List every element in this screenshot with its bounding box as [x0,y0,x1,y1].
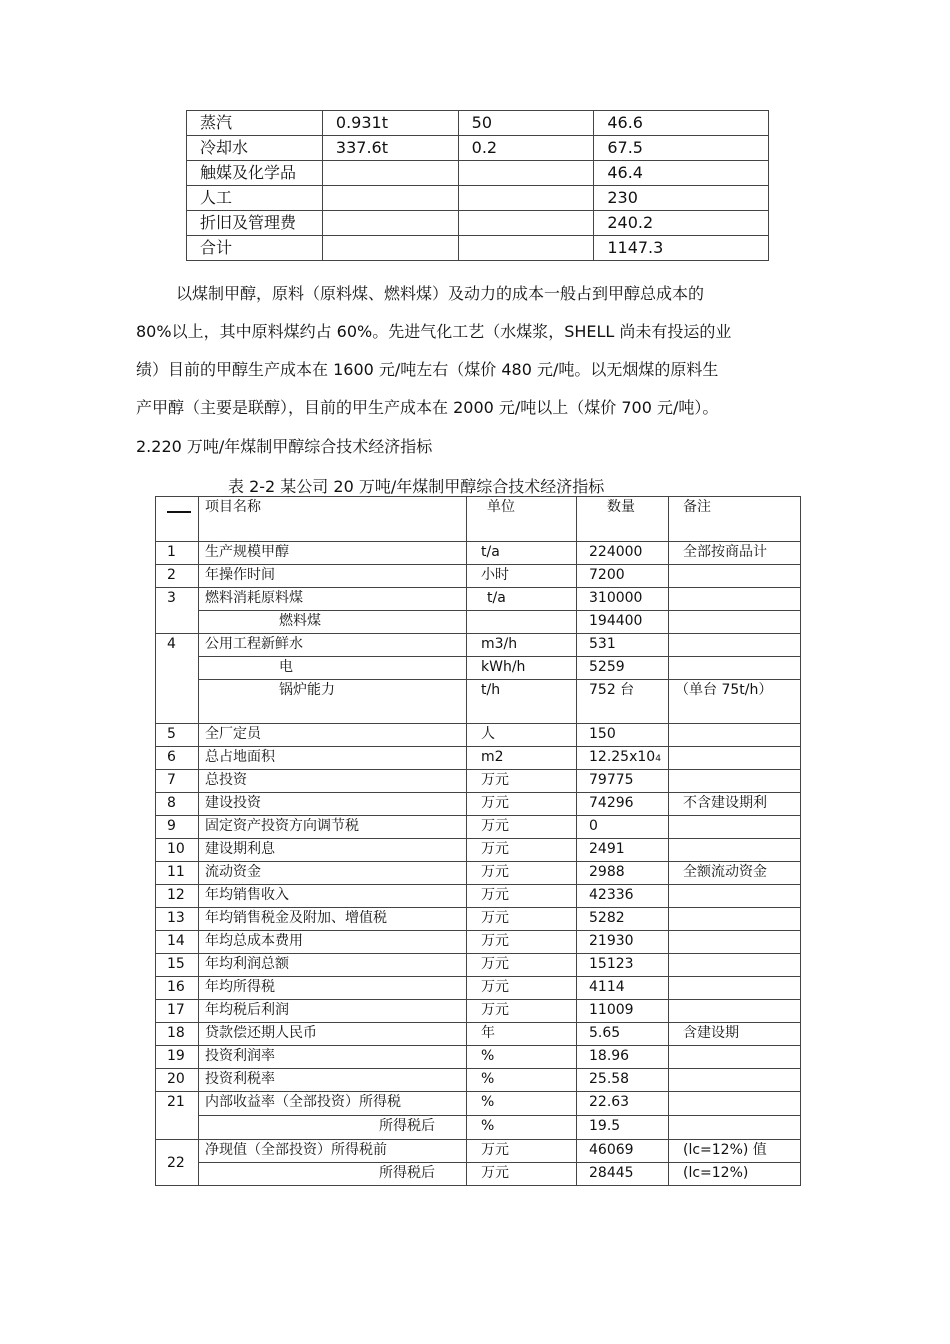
table-row [156,1023,801,1046]
row-unit: % [467,1069,577,1092]
row-qty: 19.5 [577,1116,669,1140]
row-note: （单台 75t/h） [669,680,801,724]
row-unit: 万元 [467,885,577,908]
row-note [669,588,801,611]
row-no: 13 [156,908,199,931]
table-cell: 50 [458,111,594,136]
row-qty: 11009 [577,1000,669,1023]
row-unit: 万元 [467,908,577,931]
row-unit: 小时 [467,565,577,588]
cost-table [186,110,769,261]
table-row [156,1000,801,1023]
row-no: 9 [156,816,199,839]
row-name: 燃料煤 [199,611,467,634]
table-row [156,931,801,954]
table-cell: 46.6 [594,111,769,136]
header-note: 备注 [669,497,801,542]
row-note: 全部按商品计 [669,542,801,565]
row-note: 含建设期 [669,1023,801,1046]
paragraph-line: 以煤制甲醇，原料（原料煤、燃料煤）及动力的成本一般占到甲醇总成本的 [176,284,705,303]
row-no: 17 [156,1000,199,1023]
row-no: 21 [156,1092,199,1140]
table-cell [458,161,594,186]
row-unit: 万元 [467,977,577,1000]
row-note: 全额流动资金 [669,862,801,885]
row-note [669,1069,801,1092]
row-unit: % [467,1046,577,1069]
row-unit: kWh/h [467,657,577,680]
table-row [187,136,769,161]
table-row [156,588,801,611]
row-qty: 5259 [577,657,669,680]
table-cell: 人工 [187,186,323,211]
body-paragraph [136,275,816,427]
row-qty: 752 台 [577,680,669,724]
row-qty: 21930 [577,931,669,954]
row-unit: 万元 [467,862,577,885]
row-no: 16 [156,977,199,1000]
table-row [156,954,801,977]
row-unit: 万元 [467,931,577,954]
qty-value: 12.25x10 [589,749,656,765]
row-no: 7 [156,770,199,793]
row-qty: 2491 [577,839,669,862]
row-qty: 28445 [577,1163,669,1186]
row-note: 不含建设期利 [669,793,801,816]
table-row [156,634,801,657]
table-cell: 蒸汽 [187,111,323,136]
row-qty: 4114 [577,977,669,1000]
table-header-row [156,497,801,542]
row-name: 公用工程新鲜水 [199,634,467,657]
row-unit: 万元 [467,1140,577,1163]
table-row [187,211,769,236]
table-cell [322,161,458,186]
table-row [156,542,801,565]
row-note [669,839,801,862]
table-cell [322,186,458,211]
row-name: 年均税后利润 [199,1000,467,1023]
row-no: 19 [156,1046,199,1069]
table-row [156,657,801,680]
row-unit: 年 [467,1023,577,1046]
row-unit: m3/h [467,634,577,657]
table-cell [322,236,458,261]
table-row [156,1069,801,1092]
row-note [669,657,801,680]
table-cell [458,211,594,236]
row-name: 建设投资 [199,793,467,816]
table-cell: 230 [594,186,769,211]
table-row [156,793,801,816]
table-cell: 折旧及管理费 [187,211,323,236]
row-no: 2 [156,565,199,588]
row-no: 1 [156,542,199,565]
header-qty: 数量 [577,497,669,542]
table-row [156,816,801,839]
row-qty: 2988 [577,862,669,885]
row-name: 投资利润率 [199,1046,467,1069]
row-note [669,908,801,931]
table-cell: 0.2 [458,136,594,161]
paragraph-line: 产甲醇（主要是联醇），目前的甲生产成本在 2000 元/吨以上（煤价 700 元/吨）。 [136,398,719,417]
table-row [156,724,801,747]
table-row [187,161,769,186]
row-qty: 0 [577,816,669,839]
table-row [156,885,801,908]
row-qty: 42336 [577,885,669,908]
row-name: 年均利润总额 [199,954,467,977]
table-row [156,1092,801,1116]
table-cell: 240.2 [594,211,769,236]
header-no [156,497,199,542]
row-qty: 150 [577,724,669,747]
table-cell: 0.931t [322,111,458,136]
paragraph-line: 80%以上，其中原料煤约占 60%。先进气化工艺（水煤浆，SHELL 尚未有投运的业 [136,322,732,341]
row-name: 年均所得税 [199,977,467,1000]
row-name: 投资利税率 [199,1069,467,1092]
table-row [156,565,801,588]
row-note [669,1092,801,1116]
row-no: 14 [156,931,199,954]
table-cell: 合计 [187,236,323,261]
row-no: 15 [156,954,199,977]
row-no: 18 [156,1023,199,1046]
row-name: 燃料消耗原料煤 [199,588,467,611]
row-name: 固定资产投资方向调节税 [199,816,467,839]
table-row [187,111,769,136]
table-cell [458,236,594,261]
row-note [669,1046,801,1069]
row-name: 锅炉能力 [199,680,467,724]
row-note [669,747,801,770]
row-note [669,611,801,634]
row-unit: % [467,1116,577,1140]
row-unit: 人 [467,724,577,747]
section-heading: 2.220 万吨/年煤制甲醇综合技术经济指标 [136,437,433,456]
row-no: 6 [156,747,199,770]
row-no: 12 [156,885,199,908]
row-qty: 46069 [577,1140,669,1163]
row-unit: 万元 [467,816,577,839]
dash-mark [167,511,191,513]
row-unit: t/h [467,680,577,724]
row-name: 年操作时间 [199,565,467,588]
row-no: 11 [156,862,199,885]
row-unit: % [467,1092,577,1116]
row-name: 年均总成本费用 [199,931,467,954]
row-name: 内部收益率（全部投资）所得税 [199,1092,467,1116]
table-row [156,611,801,634]
row-note [669,770,801,793]
table-row [156,977,801,1000]
row-note [669,565,801,588]
qty-exponent: 4 [655,754,661,764]
header-unit: 单位 [467,497,577,542]
row-note: (lc=12%) [669,1163,801,1186]
row-name: 总占地面积 [199,747,467,770]
table-cell: 46.4 [594,161,769,186]
table-row [156,1163,801,1186]
table-row [156,1116,801,1140]
row-no: 22 [156,1140,199,1186]
table-row [156,1140,801,1163]
row-note [669,931,801,954]
table-row [156,908,801,931]
row-unit: 万元 [467,1163,577,1186]
table-cell: 触媒及化学品 [187,161,323,186]
row-name: 净现值（全部投资）所得税前 [199,1140,467,1163]
row-qty: 224000 [577,542,669,565]
row-no: 20 [156,1069,199,1092]
table-cell: 337.6t [322,136,458,161]
table-caption: 表 2-2 某公司 20 万吨/年煤制甲醇综合技术经济指标 [228,477,605,496]
row-name: 建设期利息 [199,839,467,862]
row-qty: 74296 [577,793,669,816]
row-note [669,885,801,908]
row-qty: 15123 [577,954,669,977]
row-name: 生产规模甲醇 [199,542,467,565]
row-unit: 万元 [467,1000,577,1023]
table-row [187,186,769,211]
row-no: 8 [156,793,199,816]
table-cell [458,186,594,211]
indicator-table [155,496,801,1186]
row-qty: 25.58 [577,1069,669,1092]
row-no: 5 [156,724,199,747]
row-unit: 万元 [467,793,577,816]
row-qty: 7200 [577,565,669,588]
row-name: 电 [199,657,467,680]
row-unit: t/a [467,542,577,565]
paragraph-line: 绩）目前的甲醇生产成本在 1600 元/吨左右（煤价 480 元/吨。以无烟煤的原料生 [136,360,719,379]
row-no: 10 [156,839,199,862]
table-cell: 1147.3 [594,236,769,261]
row-note [669,724,801,747]
row-note [669,1000,801,1023]
row-qty [577,747,669,770]
row-unit: 万元 [467,954,577,977]
row-note [669,634,801,657]
row-qty: 194400 [577,611,669,634]
row-qty: 22.63 [577,1092,669,1116]
row-name: 全厂定员 [199,724,467,747]
row-name: 所得税后 [199,1116,467,1140]
row-unit: 万元 [467,839,577,862]
row-note [669,816,801,839]
row-unit [467,611,577,634]
table-cell [322,211,458,236]
table-row [156,1046,801,1069]
row-note: (lc=12%) 值 [669,1140,801,1163]
table-row [156,747,801,770]
table-cell: 冷却水 [187,136,323,161]
row-unit: t/a [467,588,577,611]
row-note [669,977,801,1000]
row-unit: 万元 [467,770,577,793]
row-qty: 18.96 [577,1046,669,1069]
table-cell: 67.5 [594,136,769,161]
row-unit: m2 [467,747,577,770]
row-name: 年均销售税金及附加、增值税 [199,908,467,931]
row-note [669,1116,801,1140]
table-row [187,236,769,261]
header-name: 项目名称 [199,497,467,542]
row-no: 4 [156,634,199,724]
row-name: 所得税后 [199,1163,467,1186]
row-qty: 310000 [577,588,669,611]
row-qty: 5282 [577,908,669,931]
row-no: 3 [156,588,199,634]
row-qty: 5.65 [577,1023,669,1046]
row-name: 贷款偿还期人民币 [199,1023,467,1046]
table-row [156,680,801,724]
table-row [156,862,801,885]
row-name: 流动资金 [199,862,467,885]
row-name: 总投资 [199,770,467,793]
table-row [156,839,801,862]
row-name: 年均销售收入 [199,885,467,908]
row-note [669,954,801,977]
row-qty: 531 [577,634,669,657]
row-qty: 79775 [577,770,669,793]
table-row [156,770,801,793]
